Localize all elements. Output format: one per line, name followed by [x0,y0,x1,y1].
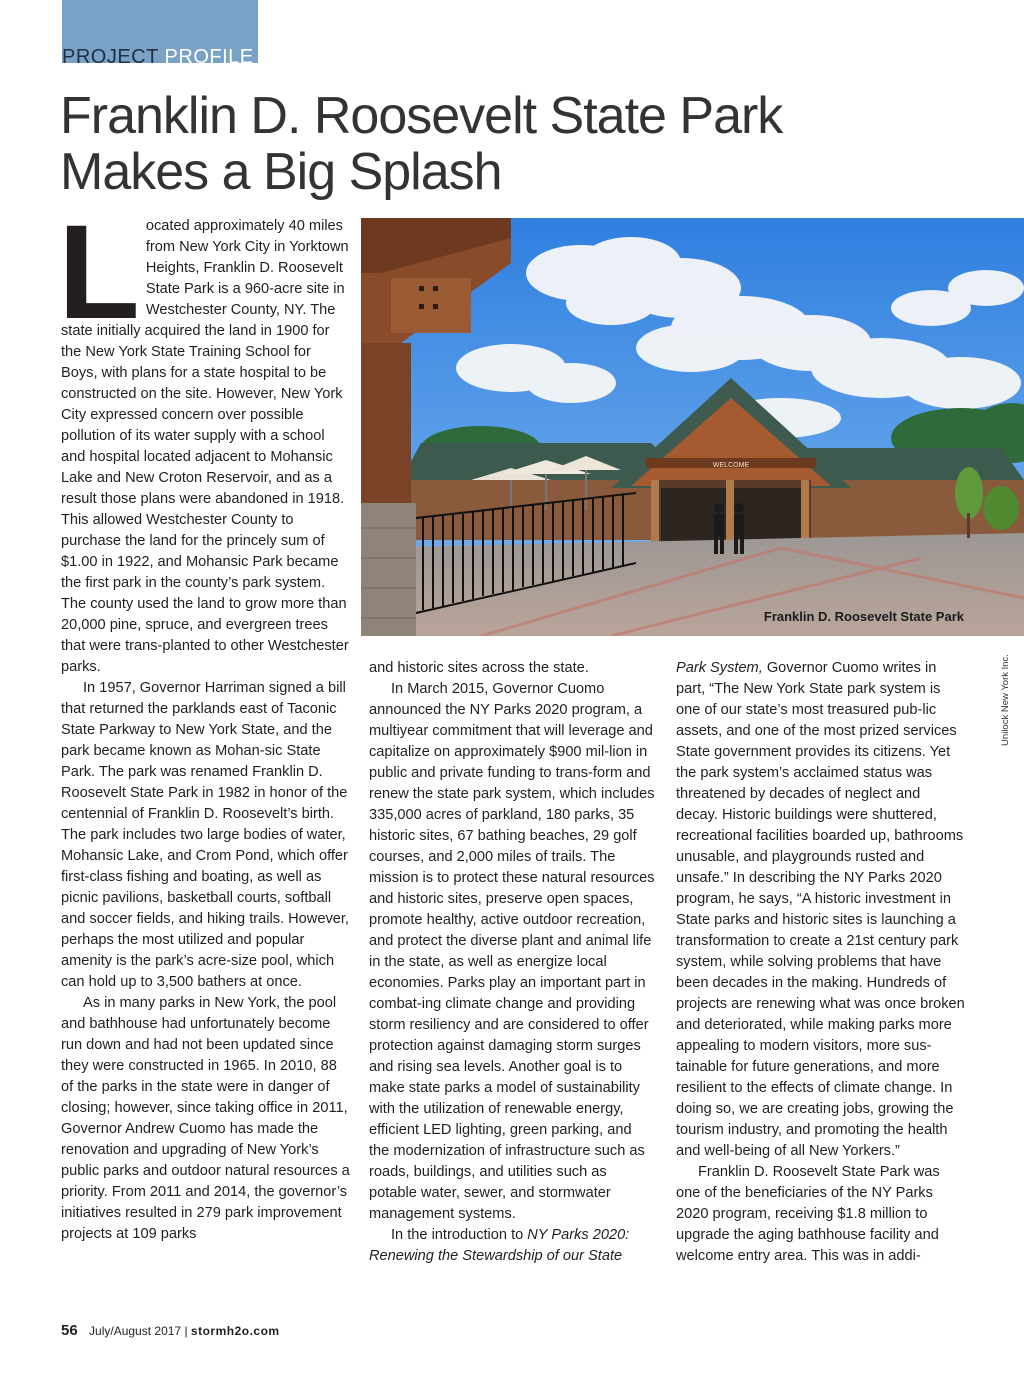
article-column-3 [676,658,966,1267]
paragraph: and historic sites across the state. [369,660,589,676]
publication-title: NY Parks 2020: Renewing the Stewardship of our State [369,1227,630,1264]
welcome-sign: WELCOME [712,462,750,469]
section-tag-label [62,47,254,67]
article-column-2 [369,658,655,1267]
section-tag [62,0,258,68]
paragraph [369,1225,655,1267]
page-number: 56 [61,1322,78,1339]
issue-date: July/August 2017 [89,1324,182,1338]
section-tag-word-profile: PROFILE [164,46,254,68]
headline-line-2: Makes a Big Splash [60,143,502,201]
paragraph [676,658,966,1162]
publication-title-end: Park System, [676,660,763,676]
headline-line-1: Franklin D. Roosevelt State Park [60,87,783,145]
paragraph: In 1957, Governor Harriman signed a bill that returned the parklands east of Taconic State Parkway to New York State, and the park became known as Mohan-sic State Park. The park was renamed Franklin D. Roosevelt State Park in 1982 in honor of the centennial of Franklin D. Roosevelt’s birth. The park includes two large bodies of water, Mohansic Lake, and Crom Pond, which offer first-class fishing and boating, as well as picnic pavilions, basketball courts, softball and soccer fields, and hiking trails. However, perhaps the most utilized and popular amenity is the park’s acre-size pool, which can hold up to 3,500 bathers at once. [61,680,349,990]
paragraph-text: ocated approximately 40 miles from New York City in Yorktown Heights, Franklin D. Roosevelt State Park is a 960-acre site in Westchester County, NY. The state initially acquired the land in 1900 for the New York State Training School for Boys, with plans for a state hospital to be constructed on the site. However, New York City expressed concern over possible pollution of its water supply with a school and hospital located adjacent to Mohansic Lake and New Croton Reservoir, and as a result those plans were abandoned in 1918. This allowed Westchester County to purchase the land for the princely sum of $1.00 in 1922, and Mohansic Park became the first park in the county’s park system. The county used the land to grow more than 20,000 pine, spruce, and evergreen trees that were trans-planted to other Westchester parks. [61,218,349,675]
drop-cap: L [58,198,140,347]
article-column-1 [58,198,351,1245]
photo-caption: Franklin D. Roosevelt State Park [763,609,964,624]
paragraph-text: Governor Cuomo writes in part, “The New York State park system is one of our state’s most treasured pub-lic assets, and one of the most prized services State government provides its citizens. Yet the park system’s acclaimed status was threatened by decades of neglect and decay. Historic buildings were shuttered, recreational facilities boarded up, bathrooms unusable, and playgrounds rusted and unsafe.” In describing the NY Parks 2020 program, he says, “A historic investment in State parks and historic sites is launching a transformation to create a 21st century park system, while solving problems that have been decades in the making. Hundreds of projects are renewing what was once broken and deteriorated, while making parks more appealing to modern visitors, more sus-tainable for future generations, and more resilient to the effects of climate change. In doing so, we are creating jobs, growing the tourism industry, and promoting the health and well-being of all New Yorkers.” [676,660,965,1159]
paragraph [58,198,351,678]
section-tag-word-project: PROJECT [62,46,159,68]
paragraph: Franklin D. Roosevelt State Park was one of the beneficiaries of the NY Parks 2020 program, receiving $1.8 million to upgrade the aging bathhouse facility and welcome entry area. This was in addi- [676,1164,940,1264]
page-footer [61,1322,280,1339]
footer-separator: | [184,1324,188,1338]
paragraph-text: In the introduction to [391,1227,528,1243]
paragraph: As in many parks in New York, the pool and bathhouse had unfortunately become run down and had not been updated since they were constructed in 1965. In 2010, 88 of the parks in the state were in danger of closing; however, since taking office in 2011, Governor Andrew Cuomo has made the renovation and upgrading of New York’s public parks and outdoor natural resources a priority. From 2011 and 2014, the governor’s initiatives resulted in 279 park improvement projects at 109 parks [61,995,350,1242]
park-photo [361,218,1024,636]
site-url: stormh2o.com [190,1324,280,1338]
photo-credit: Unilock New York Inc. [1000,654,1011,746]
article-headline [60,88,960,200]
paragraph: In March 2015, Governor Cuomo announced the NY Parks 2020 program, a multiyear commitment that will leverage and capitalize on approximately $900 mil-lion in public and private funding to trans-form and renew the state park system, which includes 335,000 acres of parkland, 180 parks, 35 historic sites, 67 bathing beaches, 29 golf courses, and 2,000 miles of trails. The mission is to protect these natural resources and historic sites, preserve open spaces, promote healthy, active outdoor recreation, and protect the diverse plant and animal life in the state, as well as energize local economies. Parks play an important part in combat-ing climate change and providing storm resiliency and are considered to offer protection against damaging storm surges and rising sea levels. Another goal is to make state parks a model of sustainability with the utilization of renewable energy, efficient LED lighting, green parking, and the modernization of infrastructure such as roads, buildings, and utilities such as potable water, sewer, and stormwater management systems. [369,681,655,1222]
park-photo-illustration [361,218,1024,636]
